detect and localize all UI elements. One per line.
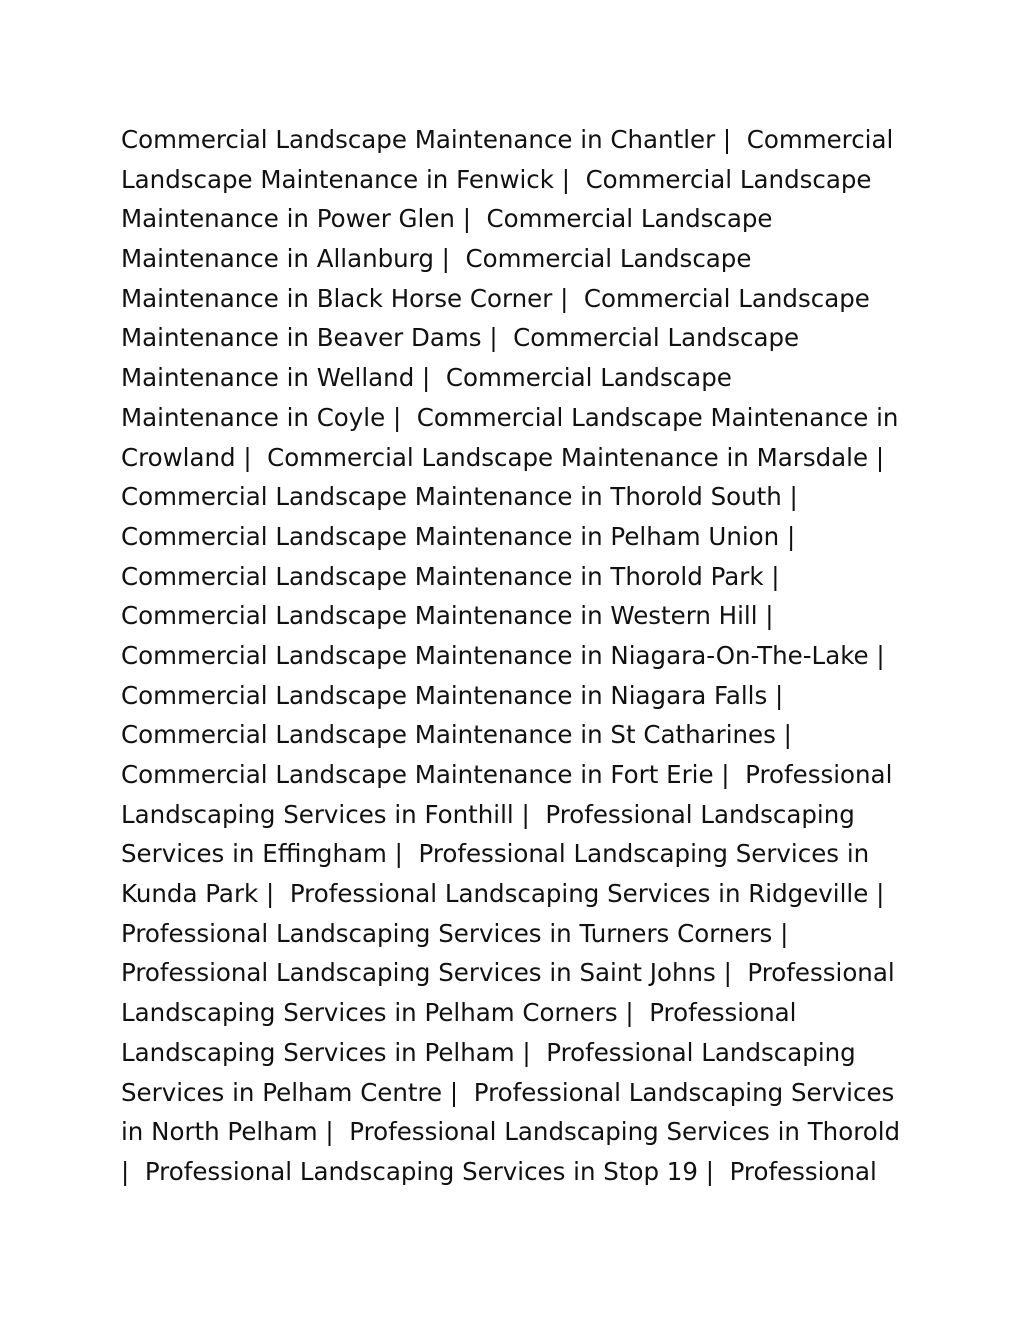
text-line: Kunda Park | Professional Landscaping Services in Ridgeville | bbox=[121, 879, 885, 909]
text-line: Crowland | Commercial Landscape Maintenance in Marsdale | bbox=[121, 442, 885, 472]
text-line: Commercial Landscape Maintenance in Western Hill | bbox=[121, 601, 774, 631]
text-line: Commercial Landscape Maintenance in Thorold South | bbox=[121, 482, 798, 512]
text-line: Landscaping Services in Fonthill | Professional Landscaping bbox=[121, 799, 855, 829]
text-line: Maintenance in Beaver Dams | Commercial Landscape bbox=[121, 323, 800, 353]
body-text bbox=[121, 120, 921, 1192]
text-line: Commercial Landscape Maintenance in Niagara Falls | bbox=[121, 680, 784, 710]
text-line: Landscaping Services in Pelham Corners | Professional bbox=[121, 998, 797, 1028]
text-line: Professional Landscaping Services in Turners Corners | bbox=[121, 918, 789, 948]
text-line: Maintenance in Black Horse Corner | Commercial Landscape bbox=[121, 283, 870, 313]
text-line: Services in Effingham | Professional Landscaping Services in bbox=[121, 839, 870, 869]
text-line: Commercial Landscape Maintenance in Fort Erie | Professional bbox=[121, 760, 893, 789]
text-line: Commercial Landscape Maintenance in St Catharines | bbox=[121, 720, 792, 750]
text-line: Commercial Landscape Maintenance in Thorold Park | bbox=[121, 561, 780, 591]
text-line: Services in Pelham Centre | Professional Landscaping Services bbox=[121, 1077, 895, 1107]
text-line: Commercial Landscape Maintenance in Pelham Union | bbox=[121, 521, 796, 551]
text-line: Professional Landscaping Services in Saint Johns | Professional bbox=[121, 958, 895, 988]
text-line: Commercial Landscape Maintenance in Niagara-On-The-Lake | bbox=[121, 640, 885, 670]
text-line: Maintenance in Welland | Commercial Landscape bbox=[121, 363, 732, 393]
text-line: | Professional Landscaping Services in Stop 19 | Professional bbox=[121, 1156, 877, 1186]
text-line: Commercial Landscape Maintenance in Chantler | Commercial bbox=[121, 125, 894, 154]
text-line: in North Pelham | Professional Landscaping Services in Thorold bbox=[121, 1117, 901, 1147]
text-line: Maintenance in Allanburg | Commercial Landscape bbox=[121, 244, 752, 274]
text-line: Landscape Maintenance in Fenwick | Commercial Landscape bbox=[121, 164, 872, 194]
text-line: Landscaping Services in Pelham | Professional Landscaping bbox=[121, 1037, 856, 1067]
text-line: Maintenance in Coyle | Commercial Landscape Maintenance in bbox=[121, 402, 899, 432]
text-line: Maintenance in Power Glen | Commercial Landscape bbox=[121, 204, 773, 234]
